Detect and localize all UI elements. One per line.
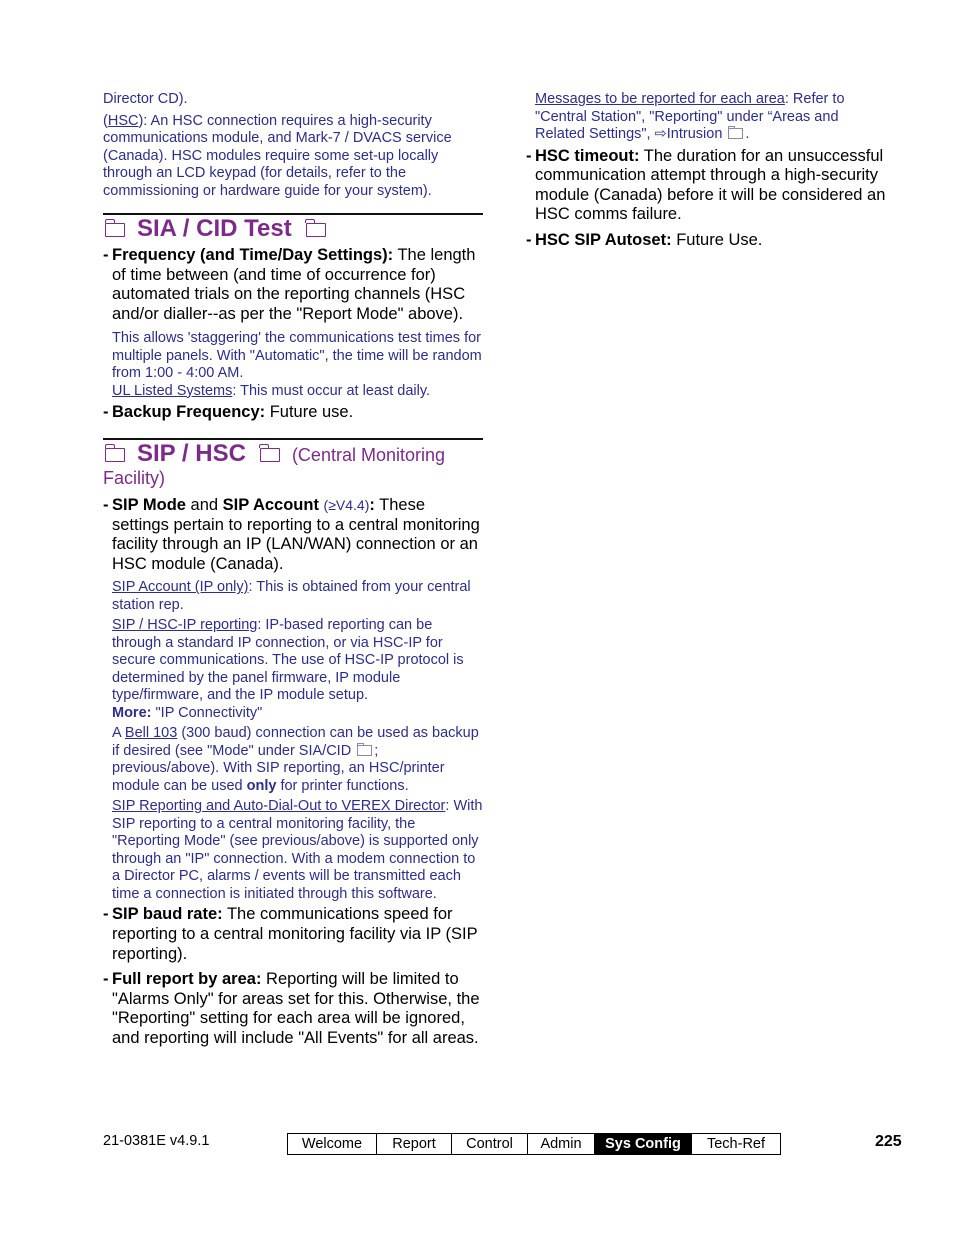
- folder-icon: [105, 448, 125, 462]
- folder-icon[interactable]: [306, 223, 326, 237]
- left-column: [103, 91, 483, 1049]
- section-nav: [287, 1133, 781, 1155]
- nav-welcome-button[interactable]: Welcome: [288, 1134, 377, 1154]
- messages-note: Messages to be reported for each area: Refer to "Central Station", "Reporting" under “Areas and Related Settings", ⇨Intrusion .: [535, 91, 845, 142]
- verex-note: SIP Reporting and Auto-Dial-Out to VEREX Director: With SIP reporting to a central monitoring facility, the "Reporting Mode" (see previous/above) is supported only through an "IP" connection. With a modem connection to a Director PC, alarms / events will be transmitted each time a connection is initiated through this software.: [112, 798, 483, 902]
- page-footer: [0, 1133, 954, 1155]
- nav-tech-ref-button[interactable]: Tech-Ref: [692, 1134, 780, 1154]
- hsc-note: (HSC): An HSC connection requires a high-security communications module, and Mark-7 / DVACS service (Canada). HSC modules require some set-up locally through an LCD keypad (for details, refer to the commissioning or hardware guide for your system).: [103, 112, 452, 199]
- hsc-ip-note: SIP / HSC-IP reporting: IP-based reporting can be through a standard IP connection, or via HSC-IP for secure communications. The use of HSC-IP protocol is determined by the panel firmware, IP module type/firmware, and the IP module setup.: [112, 617, 464, 704]
- intrusion-link[interactable]: Intrusion: [666, 126, 723, 142]
- nav-report-button[interactable]: Report: [377, 1134, 452, 1154]
- sip-account-link[interactable]: SIP Account (IP only): [112, 579, 249, 596]
- hsc-ip-link[interactable]: SIP / HSC-IP reporting: [112, 617, 258, 634]
- sip-baud-rate-item: - SIP baud rate: The communications speed for reporting to a central monitoring facility via IP (SIP reporting).: [103, 905, 478, 963]
- sia-cid-test-heading: SIA / CID Test: [103, 213, 483, 242]
- nav-sys-config-button[interactable]: Sys Config: [595, 1134, 692, 1154]
- hsc-term-link[interactable]: HSC: [107, 112, 139, 129]
- ul-listed-link[interactable]: UL Listed Systems: [112, 382, 233, 399]
- folder-icon: [105, 223, 125, 237]
- folder-icon[interactable]: [260, 448, 280, 462]
- full-report-item: - Full report by area: Reporting will be limited to "Alarms Only" for areas set for this. Otherwise, the "Reporting" setting for each area will be ignored, and reporting will include "All Events" for all areas.: [103, 970, 480, 1047]
- frequency-item: - Frequency (and Time/Day Settings): The length of time between (and time of occurrence for) automated trials on the reporting channels (HSC and/or dialler--as per the "Report Mode" above).: [103, 246, 476, 323]
- document-id: 21-0381E v4.9.1: [103, 1133, 210, 1149]
- stagger-note: This allows 'staggering' the communications test times for multiple panels. With "Automatic", the time will be random from 1:00 - 4:00 AM.: [112, 330, 482, 382]
- backup-frequency-item: - Backup Frequency: Future use.: [103, 403, 354, 422]
- bell-note: A Bell 103 (300 baud) connection can be used as backup if desired (see "Mode" under SIA/CID ; previous/above). With SIP reporting, an HSC/printer module can be used only for printer functions.: [112, 725, 479, 794]
- sip-mode-item: - SIP Mode and SIP Account (≥V4.4): These settings pertain to reporting to a central monitoring facility through an IP (LAN/WAN) connection or an HSC module (Canada).: [103, 495, 480, 573]
- sip-account-note: SIP Account (IP only): This is obtained from your central station rep.: [112, 579, 471, 613]
- page-number: 225: [875, 1133, 902, 1150]
- sip-hsc-heading: SIP / HSC (Central Monitoring Facility): [103, 438, 483, 490]
- hsc-timeout-item: - HSC timeout: The duration for an unsuccessful communication attempt through a high-security module (Canada) before it will be considered an HSC comms failure.: [526, 146, 886, 224]
- messages-link[interactable]: Messages to be reported for each area: [535, 91, 785, 107]
- verex-director-link[interactable]: SIP Reporting and Auto-Dial-Out to VEREX Director: [112, 798, 446, 815]
- bell-103-link[interactable]: Bell 103: [124, 725, 178, 742]
- folder-icon[interactable]: [728, 128, 743, 139]
- folder-icon[interactable]: [357, 745, 372, 756]
- sip-notes: [103, 579, 483, 903]
- frequency-notes: [103, 330, 483, 400]
- nav-admin-button[interactable]: Admin: [528, 1134, 595, 1154]
- nav-control-button[interactable]: Control: [452, 1134, 528, 1154]
- continuation-note: Director CD).: [103, 91, 188, 107]
- ul-note: UL Listed Systems: This must occur at least daily.: [112, 382, 431, 399]
- right-column: [526, 91, 886, 250]
- more-note: More: "IP Connectivity": [112, 704, 263, 721]
- hsc-sip-autoset-item: - HSC SIP Autoset: Future Use.: [526, 230, 763, 249]
- arrow-icon: ⇨: [654, 126, 667, 142]
